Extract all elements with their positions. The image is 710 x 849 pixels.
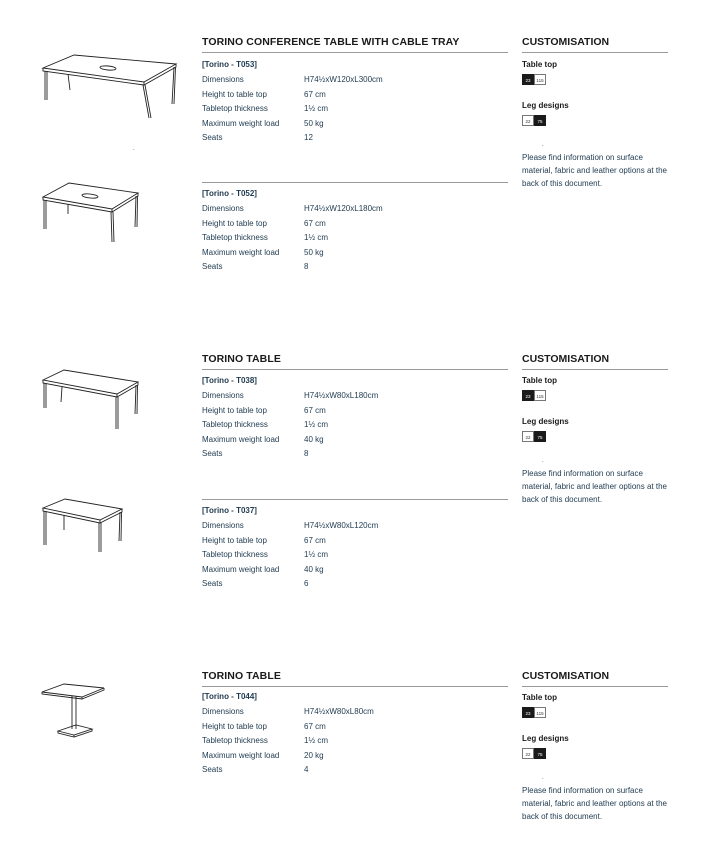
spec-value: 67 cm: [304, 535, 326, 545]
spec-value: 40 kg: [304, 434, 324, 444]
spec-row: [202, 751, 508, 766]
spec-label: Seats: [202, 579, 223, 588]
variant-code: [Torino - T038]: [202, 376, 257, 385]
spec-label: Maximum weight load: [202, 750, 280, 760]
spec-row: [202, 219, 508, 234]
spec-value: 1½ cm: [304, 420, 329, 429]
swatch-light: 22: [522, 115, 534, 126]
table-illustration: [40, 368, 140, 432]
spec-row: [202, 449, 508, 464]
spec-label: Height to table top: [202, 721, 267, 731]
dot-mark: .: [542, 458, 544, 464]
table-small-illustration: [40, 497, 124, 555]
swatch-light: 115: [534, 390, 546, 401]
customisation-panel: [522, 693, 672, 823]
section-title: TORINO CONFERENCE TABLE WITH CABLE TRAY: [202, 36, 508, 53]
spec-value: 8: [304, 449, 309, 458]
spec-row: [202, 722, 508, 737]
spec-value: 12: [304, 133, 313, 142]
dot-mark: .: [542, 775, 544, 781]
spec-label: Height to table top: [202, 89, 267, 99]
leg-swatches: [522, 431, 672, 442]
table-top-label: Table top: [522, 60, 557, 69]
spec-value: 50 kg: [304, 247, 324, 257]
swatch-dark: 23: [522, 707, 534, 718]
swatch-light: 115: [534, 74, 546, 85]
spec-row: [202, 391, 508, 406]
customisation-title: CUSTOMISATION: [522, 670, 668, 687]
swatch-dark: 23: [522, 74, 534, 85]
section-title: TORINO TABLE: [202, 353, 508, 370]
dot-mark: .: [542, 142, 544, 148]
spec-value: 1½ cm: [304, 550, 329, 559]
table-top-swatches: [522, 707, 672, 718]
leg-swatches: [522, 748, 672, 759]
stray-mark: .: [133, 146, 135, 152]
spec-label: Tabletop thickness: [202, 233, 268, 242]
spec-row: [202, 736, 508, 751]
spec-row: [202, 104, 508, 119]
variant-code: [Torino - T052]: [202, 189, 257, 198]
customisation-title: CUSTOMISATION: [522, 353, 668, 370]
spec-value: 67 cm: [304, 721, 326, 731]
swatch-dark: 75: [534, 115, 546, 126]
spec-label: Maximum weight load: [202, 564, 280, 574]
swatch-dark: 23: [522, 390, 534, 401]
table-top-swatches: [522, 74, 672, 85]
spec-label: Tabletop thickness: [202, 736, 268, 745]
table-top-swatches: [522, 390, 672, 401]
spec-label: Height to table top: [202, 535, 267, 545]
table-top-label: Table top: [522, 376, 557, 385]
spec-row: [202, 233, 508, 248]
leg-designs-label: Leg designs: [522, 417, 569, 426]
spec-label: Height to table top: [202, 218, 267, 228]
leg-designs-label: Leg designs: [522, 101, 569, 110]
spec-value: 1½ cm: [304, 233, 329, 242]
variant-t052: [202, 182, 508, 277]
variant-t038: [202, 376, 508, 464]
spec-value: 67 cm: [304, 405, 326, 415]
variant-code: [Torino - T053]: [202, 60, 257, 69]
spec-row: [202, 406, 508, 421]
spec-label: Maximum weight load: [202, 434, 280, 444]
variant-code: [Torino - T037]: [202, 506, 257, 515]
spec-row: [202, 248, 508, 263]
conference-table-illustration: [40, 52, 180, 124]
spec-value: 50 kg: [304, 118, 324, 128]
spec-label: Seats: [202, 133, 223, 142]
customisation-note: Please find information on surface material, fabric and leather options at the back of this document.: [522, 469, 667, 504]
spec-label: Dimensions: [202, 75, 244, 84]
spec-label: Seats: [202, 765, 223, 774]
customisation-panel: [522, 60, 672, 190]
variant-t037: [202, 499, 508, 594]
conference-table-small-illustration: [40, 181, 140, 245]
spec-value: 20 kg: [304, 750, 324, 760]
spec-label: Dimensions: [202, 391, 244, 400]
spec-label: Maximum weight load: [202, 247, 280, 257]
spec-label: Dimensions: [202, 204, 244, 213]
spec-value: 8: [304, 262, 309, 271]
spec-row: [202, 550, 508, 565]
square-table-illustration: [40, 682, 108, 746]
section-title: TORINO TABLE: [202, 670, 508, 687]
spec-value: 67 cm: [304, 218, 326, 228]
spec-row: [202, 765, 508, 780]
spec-row: [202, 579, 508, 594]
variant-code: [Torino - T044]: [202, 692, 257, 701]
spec-label: Tabletop thickness: [202, 104, 268, 113]
leg-swatches: [522, 115, 672, 126]
swatch-light: 115: [534, 707, 546, 718]
spec-value: H74½xW120xL180cm: [304, 204, 383, 213]
variant-t044: [202, 692, 508, 780]
table-top-label: Table top: [522, 693, 557, 702]
spec-value: 4: [304, 765, 309, 774]
spec-value: H74½xW80xL180cm: [304, 391, 379, 400]
customisation-note: Please find information on surface material, fabric and leather options at the back of this document.: [522, 153, 667, 188]
swatch-dark: 75: [534, 748, 546, 759]
spec-row: [202, 521, 508, 536]
spec-value: 1½ cm: [304, 104, 329, 113]
spec-label: Tabletop thickness: [202, 550, 268, 559]
swatch-light: 22: [522, 748, 534, 759]
spec-row: [202, 565, 508, 580]
swatch-dark: 75: [534, 431, 546, 442]
spec-label: Tabletop thickness: [202, 420, 268, 429]
spec-row: [202, 262, 508, 277]
spec-row: [202, 90, 508, 105]
customisation-panel: [522, 376, 672, 506]
spec-label: Seats: [202, 262, 223, 271]
spec-row: [202, 420, 508, 435]
spec-label: Dimensions: [202, 707, 244, 716]
spec-row: [202, 204, 508, 219]
customisation-title: CUSTOMISATION: [522, 36, 668, 53]
variant-t053: [202, 60, 508, 148]
spec-row: [202, 435, 508, 450]
spec-value: 67 cm: [304, 89, 326, 99]
spec-row: [202, 119, 508, 134]
spec-value: 1½ cm: [304, 736, 329, 745]
spec-label: Dimensions: [202, 521, 244, 530]
spec-value: 6: [304, 579, 309, 588]
customisation-note: Please find information on surface material, fabric and leather options at the back of this document.: [522, 786, 667, 821]
spec-row: [202, 536, 508, 551]
swatch-light: 22: [522, 431, 534, 442]
spec-row: [202, 75, 508, 90]
spec-row: [202, 133, 508, 148]
spec-label: Height to table top: [202, 405, 267, 415]
spec-value: H74½xW120xL300cm: [304, 75, 383, 84]
leg-designs-label: Leg designs: [522, 734, 569, 743]
spec-label: Maximum weight load: [202, 118, 280, 128]
spec-row: [202, 707, 508, 722]
spec-value: H74½xW80xL80cm: [304, 707, 374, 716]
spec-value: 40 kg: [304, 564, 324, 574]
spec-label: Seats: [202, 449, 223, 458]
spec-value: H74½xW80xL120cm: [304, 521, 379, 530]
